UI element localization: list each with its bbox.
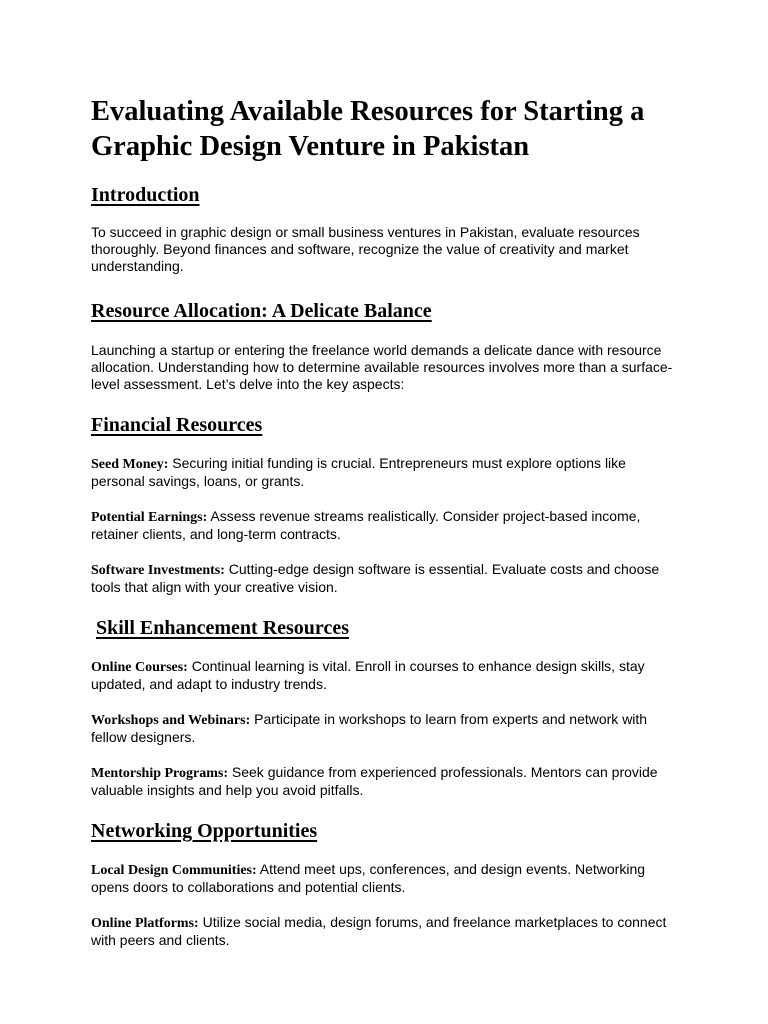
skills-item-term: Mentorship Programs: <box>91 766 228 781</box>
skills-item-term: Online Courses: <box>91 660 188 675</box>
networking-item-term: Local Design Communities: <box>91 863 257 878</box>
skills-item-text: Participate in workshops to learn from experts and network with fellow designers. <box>91 711 648 745</box>
networking-item-text: Attend meet ups, conferences, and design events. Networking opens doors to collaborations and potential clients. <box>91 861 646 895</box>
financial-heading: Financial Resources <box>91 414 263 436</box>
financial-item-software-investments <box>91 561 681 596</box>
financial-item-term: Potential Earnings: <box>91 510 208 525</box>
resource-allocation-text: Launching a startup or entering the freelance world demands a delicate dance with resource allocation. Understanding how to determine available resources involves more than a surface-level assessment. Let’s delve into the key aspects: <box>91 342 673 392</box>
financial-item-text: Securing initial funding is crucial. Entrepreneurs must explore options like personal savings, loans, or grants. <box>91 455 626 489</box>
skills-item-workshops <box>91 711 681 746</box>
resource-allocation-heading: Resource Allocation: A Delicate Balance <box>91 300 432 322</box>
introduction-text: To succeed in graphic design or small business ventures in Pakistan, evaluate resources thoroughly. Beyond finances and software, recognize the value of creativity and market understanding. <box>91 224 640 274</box>
introduction-heading: Introduction <box>91 184 200 206</box>
document-content <box>91 94 681 949</box>
skills-item-online-courses <box>91 658 681 693</box>
skills-item-mentorship <box>91 764 681 799</box>
networking-item-online-platforms <box>91 914 681 949</box>
networking-item-term: Online Platforms: <box>91 916 199 931</box>
financial-item-text: Assess revenue streams realistically. Consider project-based income, retainer clients, and long-term contracts. <box>91 508 641 542</box>
skills-item-text: Seek guidance from experienced professionals. Mentors can provide valuable insights and help you avoid pitfalls. <box>91 764 658 798</box>
skills-item-text: Continual learning is vital. Enroll in courses to enhance design skills, stay updated, and adapt to industry trends. <box>91 658 645 692</box>
financial-item-term: Software Investments: <box>91 563 225 578</box>
financial-item-text: Cutting-edge design software is essential. Evaluate costs and choose tools that align with your creative vision. <box>91 561 660 595</box>
page-title: Evaluating Available Resources for Starting a Graphic Design Venture in Pakistan <box>91 96 645 162</box>
financial-item-potential-earnings <box>91 508 681 543</box>
networking-heading: Networking Opportunities <box>91 820 318 842</box>
financial-item-term: Seed Money: <box>91 457 169 472</box>
networking-item-local-communities <box>91 861 681 896</box>
skills-item-term: Workshops and Webinars: <box>91 713 251 728</box>
financial-item-seed-money <box>91 455 681 490</box>
networking-item-text: Utilize social media, design forums, and freelance marketplaces to connect with peers and clients. <box>91 914 667 948</box>
skills-heading: Skill Enhancement Resources <box>96 617 349 639</box>
